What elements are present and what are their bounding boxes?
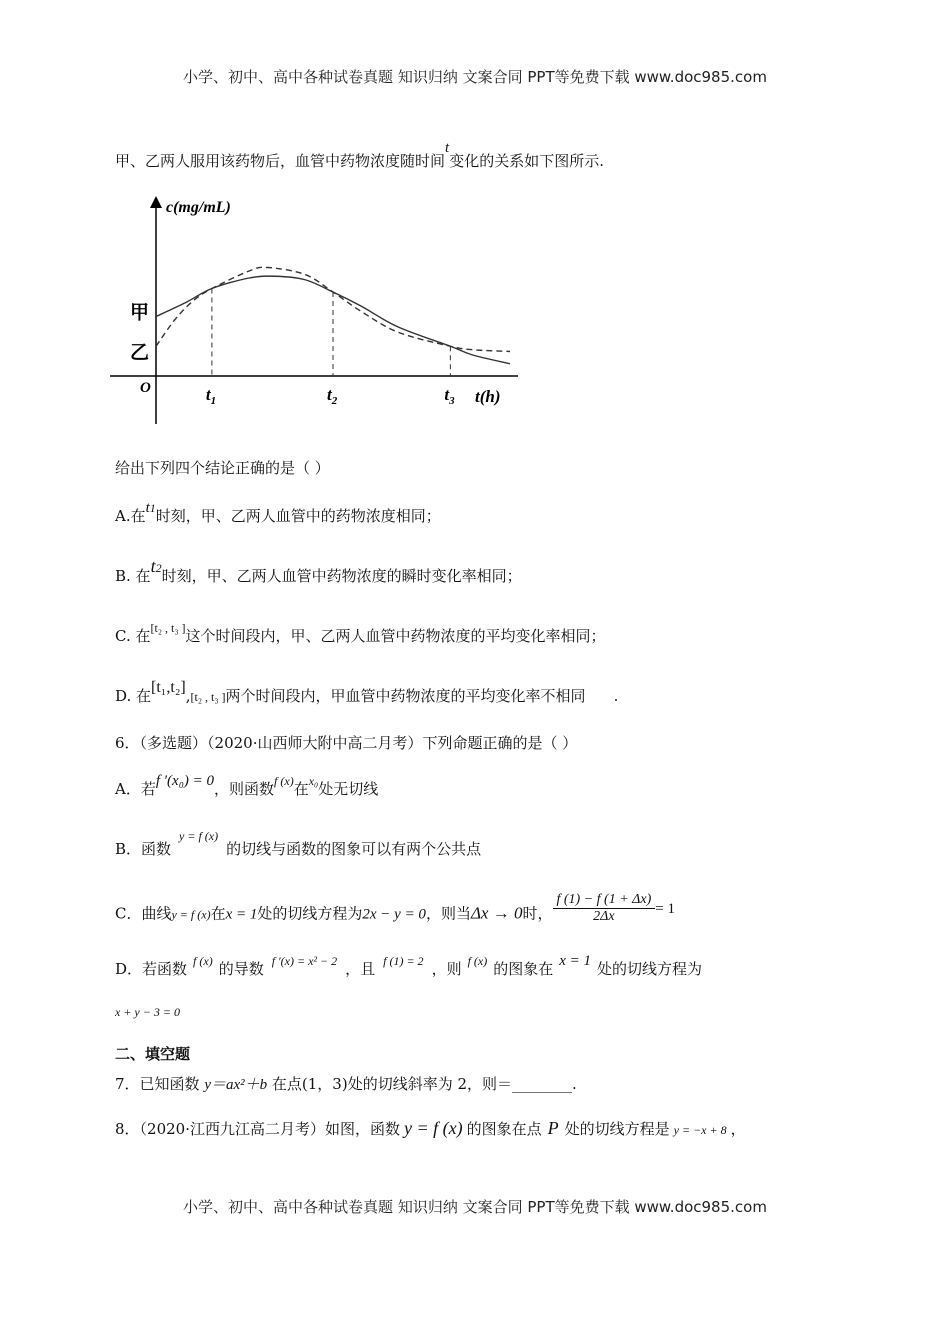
q6-c-mid: 在 [210,904,226,923]
q6-c-mid4: 时， [522,904,553,923]
q6-a-post: 处无切线 [318,780,379,798]
q6-a-mid: ，则函数 [214,780,275,798]
q5-d-dot: . [613,687,619,705]
section-title: 二、填空题 [115,1045,191,1063]
q5-d-text: 两个时间段内，甲血管中药物浓度的平均变化率不相同 [225,687,586,705]
legend-yi: 乙 [130,342,150,364]
q6-b-post: 的切线与函数的图象可以有两个公共点 [226,840,482,858]
q5-c-label: C. 在 [115,627,151,645]
q7-func: y＝ax²＋b [204,1077,268,1093]
q8-mid2: 处的切线方程是 [564,1120,670,1138]
q5-a-label: A.在 [115,507,146,525]
q6-d-label: D．若函数 [115,960,188,978]
intro-text: 甲、乙两人服用该药物后，血管中药物浓度随时间 [115,152,446,170]
tick-label-t1: $t_1$ [205,385,217,407]
tick-label-t3: $t_3$ [444,385,455,407]
q5-d-interval2: [t₂ , t₃ ] [190,690,226,704]
q5-d-comma: , [185,687,191,705]
page-footer: 小学、初中、高中各种试卷真题 知识归纳 文案合同 PPT等免费下载 www.doc985.com [183,1198,767,1216]
q6-d-mid4: 的图象在 [493,960,554,978]
q6-d-math3: f (1) = 2 [383,954,424,968]
origin-label: O [140,380,151,396]
q6-c-math: y = f (x) [171,907,211,922]
q8-post: ， [730,1120,746,1138]
q6-c-math4: Δx → 0 [470,903,523,923]
q5-d-label: D. 在 [115,687,152,705]
intro-line [115,140,604,171]
q6-a-math3: x₀ [308,774,319,788]
q8 [115,1118,746,1139]
q5-b-label: B. 在 [115,567,151,585]
q5-option-a [115,500,441,526]
q6-c-math2: x = 1 [225,906,258,923]
q8-math2: P [547,1118,559,1138]
q6-d-mid2: ，且 [345,960,376,978]
q5-c-interval: [t₂ , t₃ ] [150,621,186,635]
q6-c-fraction: $\frac{f (1) - f (1 + \Delta x)}{2\Delta x}$ [553,892,656,925]
q6-option-a [115,773,379,799]
q6-d-math4: f (x) [467,954,488,968]
q6-b-label: B．函数 [115,840,172,858]
q5-option-b [115,556,522,586]
q6-d-math: f (x) [193,954,213,968]
q6-d-math5: x = 1 [559,953,592,969]
q5-c-text: 这个时间段内，甲、乙两人血管中药物浓度的平均变化率相同； [185,627,606,645]
q5-option-d [115,679,619,706]
q5-a-text: 时刻，甲、乙两人血管中的药物浓度相同； [155,507,441,525]
q6-c-mid3: ，则当 [425,904,471,923]
q6-c-frac-eq: = 1 [655,900,675,917]
q7-pre: 7．已知函数 [115,1075,205,1093]
q6-d-mid3: ，则 [431,960,462,978]
q6-a-math2: f (x) [274,774,294,788]
q6-option-c [115,892,675,931]
q8-mid: 的图象在点 [466,1120,542,1138]
q8-math3: y = −x + 8 [673,1123,727,1137]
q6-option-d [115,953,703,979]
q6-a-mid2: 在 [293,780,309,798]
intro-variable: t [445,140,450,156]
q6-c-math3: 2x − y = 0 [362,906,426,923]
q5-option-c [115,621,606,646]
q5-d-interval1: [t₁,t₂] [151,679,186,696]
q5-b-text: 时刻，甲、乙两人血管中药物浓度的瞬时变化率相同； [161,567,522,585]
q6-d-post: 处的切线方程为 [597,960,703,978]
y-axis-label: c(mg/mL) [166,199,231,216]
q5-a-var: t1 [145,500,156,516]
q5-prompt: 给出下列四个结论正确的是（ ） [115,459,330,477]
q5-b-var: t2 [150,556,162,576]
q8-math: y = f (x) [404,1118,463,1138]
q7-post: 在点(1，3)处的切线斜率为 2，则＝________. [267,1075,577,1093]
intro-text-post: 变化的关系如下图所示. [449,152,604,170]
q6-d-line2: x + y − 3 = 0 [115,1005,180,1019]
tick-label-t2: $t_2$ [327,385,338,407]
q6-prompt: 6．（多选题）（2020·山西师大附中高二月考）下列命题正确的是（ ） [115,734,578,752]
q6-a-math: f ′(x₀) = 0 [155,773,215,789]
q6-b-math: y = f (x) [179,829,219,843]
q6-a-label: A．若 [115,780,156,798]
x-axis-label: t(h) [475,387,501,406]
q6-c-mid2: 处的切线方程为 [257,904,363,923]
legend-jia: 甲 [130,302,150,324]
q6-c-label: C．曲线 [115,904,172,923]
q6-d-math2: f ′(x) = x² − 2 [271,954,338,968]
q6-d-mid: 的导数 [218,960,264,978]
page-header: 小学、初中、高中各种试卷真题 知识归纳 文案合同 PPT等免费下载 www.doc985.com [183,68,767,86]
q7 [115,1073,577,1094]
concentration-chart [110,188,530,428]
q8-pre: 8．（2020·江西九江高二月考）如图，函数 [115,1120,400,1138]
q6-option-b [115,829,482,859]
